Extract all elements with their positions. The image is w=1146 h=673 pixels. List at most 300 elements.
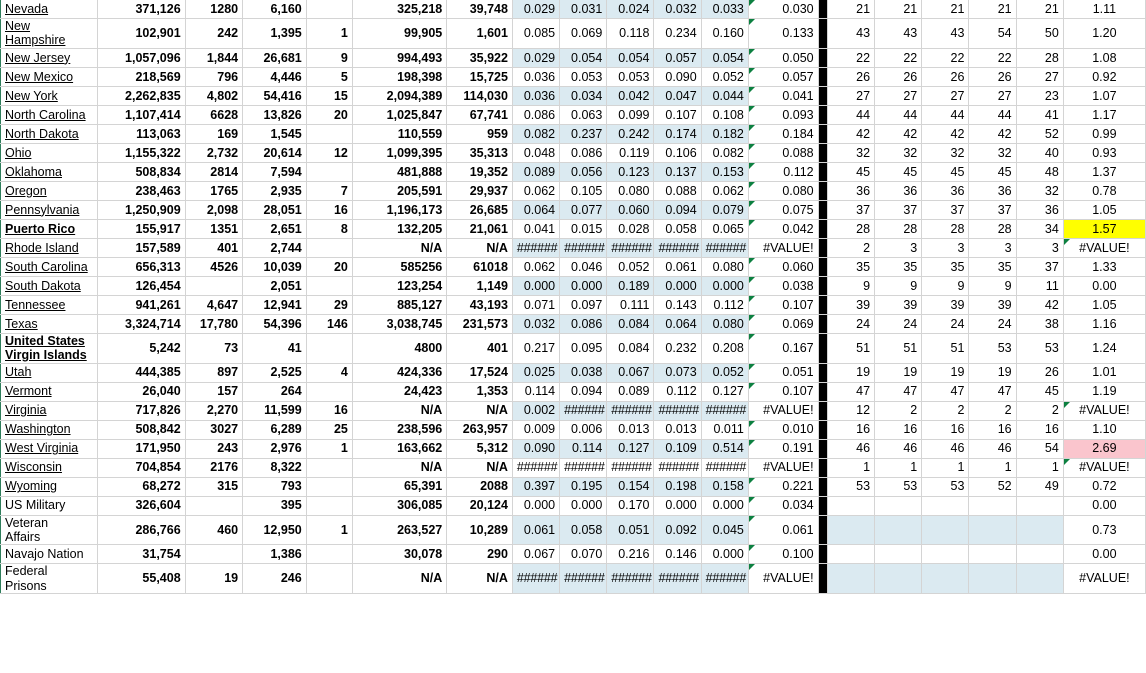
cell-count-3[interactable]: 54,416	[243, 86, 307, 105]
cell-rank-1[interactable]: 16	[827, 420, 874, 439]
cell-count-5[interactable]: 885,127	[352, 295, 446, 314]
table-row[interactable]	[1, 564, 1146, 594]
cell-count-6[interactable]: 1,601	[447, 19, 513, 49]
cell-rank-5[interactable]: 42	[1016, 295, 1063, 314]
cell-count-4[interactable]	[306, 564, 352, 594]
cell-rate-4[interactable]: 0.090	[654, 67, 701, 86]
cell-rank-3[interactable]	[922, 515, 969, 545]
cell-count-6[interactable]: 114,030	[447, 86, 513, 105]
cell-rate-1[interactable]: 0.000	[512, 276, 559, 295]
cell-rate-2[interactable]: 0.046	[560, 257, 607, 276]
cell-count-5[interactable]: 110,559	[352, 124, 446, 143]
cell-rank-4[interactable]: 28	[969, 219, 1016, 238]
cell-average-rate[interactable]: #VALUE!	[748, 401, 818, 420]
cell-rank-3[interactable]: 37	[922, 200, 969, 219]
cell-count-2[interactable]: 4526	[185, 257, 242, 276]
cell-rate-5[interactable]: 0.080	[701, 257, 748, 276]
cell-rank-1[interactable]: 43	[827, 19, 874, 49]
cell-rate-1[interactable]: 0.062	[512, 257, 559, 276]
cell-rank-5[interactable]: 40	[1016, 143, 1063, 162]
cell-rank-4[interactable]: 45	[969, 162, 1016, 181]
cell-rate-5[interactable]: ######	[701, 238, 748, 257]
cell-rank-2[interactable]: 47	[875, 382, 922, 401]
cell-count-5[interactable]: 585256	[352, 257, 446, 276]
cell-count-6[interactable]: 35,313	[447, 143, 513, 162]
cell-count-1[interactable]: 704,854	[98, 458, 185, 477]
cell-rank-1[interactable]: 24	[827, 314, 874, 333]
cell-rate-5[interactable]: 0.182	[701, 124, 748, 143]
cell-rate-3[interactable]: 0.242	[607, 124, 654, 143]
cell-average-rate[interactable]: #VALUE!	[748, 238, 818, 257]
cell-rank-2[interactable]	[875, 496, 922, 515]
cell-rank-4[interactable]: 3	[969, 238, 1016, 257]
cell-count-5[interactable]: 123,254	[352, 276, 446, 295]
cell-count-1[interactable]: 656,313	[98, 257, 185, 276]
cell-rank-1[interactable]: 32	[827, 143, 874, 162]
cell-count-1[interactable]: 717,826	[98, 401, 185, 420]
cell-average-rate[interactable]: 0.191	[748, 439, 818, 458]
cell-rate-1[interactable]: ######	[512, 458, 559, 477]
cell-rate-5[interactable]: 0.033	[701, 0, 748, 19]
cell-rank-2[interactable]: 2	[875, 401, 922, 420]
row-label-us-military[interactable]	[1, 496, 98, 515]
cell-rate-1[interactable]: 0.090	[512, 439, 559, 458]
cell-ratio[interactable]: 2.69	[1063, 439, 1145, 458]
cell-count-4[interactable]	[306, 162, 352, 181]
row-label-nevada[interactable]	[1, 0, 98, 19]
table-row[interactable]	[1, 19, 1146, 49]
cell-rate-5[interactable]: 0.044	[701, 86, 748, 105]
table-row[interactable]	[1, 105, 1146, 124]
cell-rank-5[interactable]	[1016, 545, 1063, 564]
table-row[interactable]	[1, 257, 1146, 276]
cell-count-6[interactable]: 1,353	[447, 382, 513, 401]
cell-rank-3[interactable]: 45	[922, 162, 969, 181]
table-row[interactable]	[1, 276, 1146, 295]
cell-count-2[interactable]: 315	[185, 477, 242, 496]
cell-count-5[interactable]: 994,493	[352, 48, 446, 67]
cell-rank-5[interactable]: 49	[1016, 477, 1063, 496]
cell-rate-5[interactable]: 0.108	[701, 105, 748, 124]
cell-rate-4[interactable]: ######	[654, 458, 701, 477]
cell-rank-4[interactable]: 16	[969, 420, 1016, 439]
cell-rank-1[interactable]: 37	[827, 200, 874, 219]
cell-rate-2[interactable]: 0.237	[560, 124, 607, 143]
cell-rank-3[interactable]: 35	[922, 257, 969, 276]
cell-rank-2[interactable]: 35	[875, 257, 922, 276]
cell-rank-1[interactable]: 47	[827, 382, 874, 401]
cell-rate-3[interactable]: ######	[607, 401, 654, 420]
cell-rate-1[interactable]: 0.000	[512, 496, 559, 515]
cell-rank-3[interactable]: 19	[922, 363, 969, 382]
cell-count-2[interactable]: 17,780	[185, 314, 242, 333]
cell-rate-5[interactable]: 0.065	[701, 219, 748, 238]
cell-ratio[interactable]: 1.37	[1063, 162, 1145, 181]
table-row[interactable]	[1, 48, 1146, 67]
cell-average-rate[interactable]: 0.133	[748, 19, 818, 49]
cell-rate-5[interactable]: 0.062	[701, 181, 748, 200]
table-row[interactable]	[1, 67, 1146, 86]
cell-average-rate[interactable]: 0.060	[748, 257, 818, 276]
cell-rate-2[interactable]: 0.094	[560, 382, 607, 401]
table-row[interactable]	[1, 458, 1146, 477]
cell-count-4[interactable]	[306, 382, 352, 401]
cell-count-4[interactable]	[306, 496, 352, 515]
row-label-new-hampshire[interactable]	[1, 19, 98, 49]
cell-count-4[interactable]: 1	[306, 515, 352, 545]
cell-rate-4[interactable]: 0.112	[654, 382, 701, 401]
cell-count-4[interactable]	[306, 124, 352, 143]
cell-count-6[interactable]: 263,957	[447, 420, 513, 439]
cell-rate-3[interactable]: 0.051	[607, 515, 654, 545]
cell-rate-4[interactable]: 0.057	[654, 48, 701, 67]
cell-rank-4[interactable]: 52	[969, 477, 1016, 496]
row-label-new-york[interactable]	[1, 86, 98, 105]
cell-rank-3[interactable]: 53	[922, 477, 969, 496]
cell-rank-4[interactable]: 24	[969, 314, 1016, 333]
cell-rate-3[interactable]: 0.024	[607, 0, 654, 19]
cell-count-6[interactable]: 231,573	[447, 314, 513, 333]
cell-rank-2[interactable]: 16	[875, 420, 922, 439]
cell-count-5[interactable]: 2,094,389	[352, 86, 446, 105]
cell-rate-5[interactable]: 0.158	[701, 477, 748, 496]
cell-rate-4[interactable]: 0.232	[654, 333, 701, 363]
cell-rate-2[interactable]: 0.086	[560, 314, 607, 333]
cell-count-5[interactable]: N/A	[352, 401, 446, 420]
cell-count-4[interactable]	[306, 545, 352, 564]
cell-rank-1[interactable]: 46	[827, 439, 874, 458]
cell-rank-3[interactable]: 27	[922, 86, 969, 105]
cell-average-rate[interactable]: 0.184	[748, 124, 818, 143]
cell-count-1[interactable]: 31,754	[98, 545, 185, 564]
cell-rate-5[interactable]: 0.000	[701, 276, 748, 295]
cell-count-5[interactable]: 30,078	[352, 545, 446, 564]
cell-ratio[interactable]: 1.11	[1063, 0, 1145, 19]
cell-count-3[interactable]: 28,051	[243, 200, 307, 219]
cell-rate-4[interactable]: 0.137	[654, 162, 701, 181]
cell-rate-3[interactable]: 0.118	[607, 19, 654, 49]
cell-rate-5[interactable]: 0.052	[701, 363, 748, 382]
cell-rate-5[interactable]: ######	[701, 458, 748, 477]
cell-rate-1[interactable]: ######	[512, 564, 559, 594]
cell-rank-3[interactable]: 47	[922, 382, 969, 401]
row-label-vermont[interactable]	[1, 382, 98, 401]
cell-count-1[interactable]: 371,126	[98, 0, 185, 19]
cell-ratio[interactable]: 0.73	[1063, 515, 1145, 545]
cell-rank-4[interactable]: 21	[969, 0, 1016, 19]
cell-count-4[interactable]	[306, 238, 352, 257]
cell-rate-4[interactable]: 0.106	[654, 143, 701, 162]
cell-rate-4[interactable]: 0.000	[654, 496, 701, 515]
row-label-new-jersey[interactable]	[1, 48, 98, 67]
cell-rate-2[interactable]: 0.069	[560, 19, 607, 49]
cell-rate-4[interactable]: 0.109	[654, 439, 701, 458]
cell-rank-2[interactable]: 53	[875, 477, 922, 496]
cell-count-6[interactable]: 17,524	[447, 363, 513, 382]
cell-rate-1[interactable]: 0.036	[512, 86, 559, 105]
cell-count-3[interactable]: 7,594	[243, 162, 307, 181]
cell-ratio[interactable]: 0.00	[1063, 276, 1145, 295]
cell-count-1[interactable]: 55,408	[98, 564, 185, 594]
cell-average-rate[interactable]: #VALUE!	[748, 458, 818, 477]
cell-count-2[interactable]: 1280	[185, 0, 242, 19]
cell-rank-5[interactable]: 37	[1016, 257, 1063, 276]
row-label-oregon[interactable]	[1, 181, 98, 200]
cell-rank-5[interactable]: 48	[1016, 162, 1063, 181]
cell-ratio[interactable]: 1.05	[1063, 295, 1145, 314]
cell-count-5[interactable]: 65,391	[352, 477, 446, 496]
cell-rank-2[interactable]: 51	[875, 333, 922, 363]
cell-count-4[interactable]	[306, 458, 352, 477]
cell-rank-4[interactable]: 1	[969, 458, 1016, 477]
cell-ratio[interactable]: 1.17	[1063, 105, 1145, 124]
cell-rate-1[interactable]: 0.082	[512, 124, 559, 143]
row-label-tennessee[interactable]	[1, 295, 98, 314]
cell-count-4[interactable]: 25	[306, 420, 352, 439]
cell-count-6[interactable]: 35,922	[447, 48, 513, 67]
table-row[interactable]	[1, 162, 1146, 181]
cell-rank-2[interactable]	[875, 564, 922, 594]
cell-rate-1[interactable]: 0.397	[512, 477, 559, 496]
cell-rank-2[interactable]: 46	[875, 439, 922, 458]
cell-rate-2[interactable]: ######	[560, 238, 607, 257]
row-label-south-carolina[interactable]	[1, 257, 98, 276]
cell-ratio[interactable]: #VALUE!	[1063, 458, 1145, 477]
cell-rate-2[interactable]: 0.097	[560, 295, 607, 314]
cell-average-rate[interactable]: 0.075	[748, 200, 818, 219]
cell-rate-1[interactable]: 0.048	[512, 143, 559, 162]
cell-average-rate[interactable]: 0.061	[748, 515, 818, 545]
cell-count-3[interactable]: 41	[243, 333, 307, 363]
cell-count-2[interactable]: 6628	[185, 105, 242, 124]
cell-rank-5[interactable]: 45	[1016, 382, 1063, 401]
cell-rank-1[interactable]: 39	[827, 295, 874, 314]
cell-rank-2[interactable]	[875, 515, 922, 545]
cell-rate-4[interactable]: 0.088	[654, 181, 701, 200]
cell-rate-3[interactable]: ######	[607, 564, 654, 594]
cell-count-1[interactable]: 444,385	[98, 363, 185, 382]
cell-count-5[interactable]: 99,905	[352, 19, 446, 49]
cell-rank-1[interactable]: 44	[827, 105, 874, 124]
cell-rank-1[interactable]: 35	[827, 257, 874, 276]
cell-rate-1[interactable]: 0.062	[512, 181, 559, 200]
cell-rank-3[interactable]: 44	[922, 105, 969, 124]
cell-rank-4[interactable]: 46	[969, 439, 1016, 458]
cell-rate-5[interactable]: 0.052	[701, 67, 748, 86]
cell-count-5[interactable]: 132,205	[352, 219, 446, 238]
cell-rank-5[interactable]: 32	[1016, 181, 1063, 200]
row-label-federal-prisons[interactable]	[1, 564, 98, 594]
cell-rank-1[interactable]: 26	[827, 67, 874, 86]
cell-count-6[interactable]: 401	[447, 333, 513, 363]
cell-count-6[interactable]: 67,741	[447, 105, 513, 124]
row-label-navajo-nation[interactable]	[1, 545, 98, 564]
cell-count-4[interactable]: 12	[306, 143, 352, 162]
cell-count-6[interactable]: N/A	[447, 238, 513, 257]
cell-rate-2[interactable]: 0.058	[560, 515, 607, 545]
cell-rank-5[interactable]: 38	[1016, 314, 1063, 333]
cell-rank-3[interactable]: 51	[922, 333, 969, 363]
row-label-oklahoma[interactable]	[1, 162, 98, 181]
cell-count-6[interactable]: 290	[447, 545, 513, 564]
cell-count-3[interactable]: 1,386	[243, 545, 307, 564]
cell-rank-4[interactable]: 27	[969, 86, 1016, 105]
cell-rank-3[interactable]: 22	[922, 48, 969, 67]
cell-rate-5[interactable]: 0.011	[701, 420, 748, 439]
table-row[interactable]	[1, 219, 1146, 238]
cell-rate-2[interactable]: ######	[560, 401, 607, 420]
cell-count-5[interactable]: 1,025,847	[352, 105, 446, 124]
cell-count-6[interactable]: 15,725	[447, 67, 513, 86]
cell-count-6[interactable]: 39,748	[447, 0, 513, 19]
cell-rate-3[interactable]: 0.042	[607, 86, 654, 105]
cell-rate-4[interactable]: 0.234	[654, 19, 701, 49]
cell-rank-5[interactable]: 2	[1016, 401, 1063, 420]
cell-rank-2[interactable]: 1	[875, 458, 922, 477]
cell-count-2[interactable]: 242	[185, 19, 242, 49]
cell-rank-2[interactable]: 45	[875, 162, 922, 181]
cell-ratio[interactable]: 1.24	[1063, 333, 1145, 363]
cell-rank-3[interactable]: 9	[922, 276, 969, 295]
cell-rank-5[interactable]: 54	[1016, 439, 1063, 458]
cell-rank-3[interactable]: 39	[922, 295, 969, 314]
cell-rate-1[interactable]: 0.089	[512, 162, 559, 181]
cell-count-2[interactable]: 897	[185, 363, 242, 382]
cell-rank-1[interactable]: 21	[827, 0, 874, 19]
cell-count-3[interactable]: 2,976	[243, 439, 307, 458]
row-label-puerto-rico[interactable]	[1, 219, 98, 238]
cell-rate-4[interactable]: 0.058	[654, 219, 701, 238]
cell-rate-3[interactable]: 0.099	[607, 105, 654, 124]
cell-rate-4[interactable]: 0.092	[654, 515, 701, 545]
cell-count-3[interactable]: 26,681	[243, 48, 307, 67]
cell-rate-2[interactable]: 0.105	[560, 181, 607, 200]
cell-rank-5[interactable]: 16	[1016, 420, 1063, 439]
cell-rate-2[interactable]: 0.000	[560, 276, 607, 295]
cell-rate-1[interactable]: 0.114	[512, 382, 559, 401]
cell-average-rate[interactable]: 0.088	[748, 143, 818, 162]
cell-rank-1[interactable]: 42	[827, 124, 874, 143]
cell-rate-4[interactable]: 0.000	[654, 276, 701, 295]
cell-count-3[interactable]: 11,599	[243, 401, 307, 420]
cell-count-4[interactable]: 146	[306, 314, 352, 333]
cell-rank-4[interactable]: 53	[969, 333, 1016, 363]
cell-rate-3[interactable]: 0.080	[607, 181, 654, 200]
table-row[interactable]	[1, 124, 1146, 143]
cell-rank-4[interactable]: 19	[969, 363, 1016, 382]
cell-rank-3[interactable]: 3	[922, 238, 969, 257]
cell-rate-5[interactable]: 0.000	[701, 496, 748, 515]
cell-average-rate[interactable]: 0.030	[748, 0, 818, 19]
cell-rate-4[interactable]: ######	[654, 238, 701, 257]
cell-rank-4[interactable]: 44	[969, 105, 1016, 124]
cell-rate-3[interactable]: 0.013	[607, 420, 654, 439]
cell-rate-2[interactable]: 0.077	[560, 200, 607, 219]
cell-rate-3[interactable]: 0.089	[607, 382, 654, 401]
cell-ratio[interactable]: #VALUE!	[1063, 238, 1145, 257]
cell-rank-4[interactable]	[969, 545, 1016, 564]
cell-rank-2[interactable]: 9	[875, 276, 922, 295]
cell-rate-1[interactable]: 0.067	[512, 545, 559, 564]
cell-count-3[interactable]: 10,039	[243, 257, 307, 276]
row-label-rhode-island[interactable]	[1, 238, 98, 257]
cell-rate-4[interactable]: 0.198	[654, 477, 701, 496]
cell-count-2[interactable]: 73	[185, 333, 242, 363]
cell-count-1[interactable]: 508,842	[98, 420, 185, 439]
cell-rate-3[interactable]: 0.189	[607, 276, 654, 295]
cell-rate-1[interactable]: 0.041	[512, 219, 559, 238]
cell-rate-3[interactable]: 0.216	[607, 545, 654, 564]
row-label-virginia[interactable]	[1, 401, 98, 420]
row-label-south-dakota[interactable]	[1, 276, 98, 295]
cell-rate-5[interactable]: 0.127	[701, 382, 748, 401]
cell-rate-1[interactable]: 0.029	[512, 0, 559, 19]
cell-ratio[interactable]: 0.00	[1063, 496, 1145, 515]
cell-ratio[interactable]: 1.05	[1063, 200, 1145, 219]
cell-rank-5[interactable]	[1016, 564, 1063, 594]
cell-count-3[interactable]: 6,289	[243, 420, 307, 439]
cell-rate-2[interactable]: 0.070	[560, 545, 607, 564]
cell-ratio[interactable]: 1.10	[1063, 420, 1145, 439]
table-row[interactable]	[1, 143, 1146, 162]
cell-rate-5[interactable]: 0.153	[701, 162, 748, 181]
cell-average-rate[interactable]: 0.041	[748, 86, 818, 105]
cell-count-2[interactable]: 796	[185, 67, 242, 86]
cell-count-6[interactable]: 1,149	[447, 276, 513, 295]
table-row[interactable]	[1, 515, 1146, 545]
cell-average-rate[interactable]: 0.221	[748, 477, 818, 496]
cell-average-rate[interactable]: 0.093	[748, 105, 818, 124]
table-row[interactable]	[1, 333, 1146, 363]
cell-rank-5[interactable]: 34	[1016, 219, 1063, 238]
cell-count-4[interactable]: 16	[306, 200, 352, 219]
cell-rank-1[interactable]: 2	[827, 238, 874, 257]
cell-count-5[interactable]: 198,398	[352, 67, 446, 86]
cell-rate-2[interactable]: 0.031	[560, 0, 607, 19]
cell-count-1[interactable]: 1,107,414	[98, 105, 185, 124]
cell-count-2[interactable]: 401	[185, 238, 242, 257]
cell-rank-4[interactable]: 39	[969, 295, 1016, 314]
cell-rank-5[interactable]: 23	[1016, 86, 1063, 105]
cell-count-2[interactable]: 2,270	[185, 401, 242, 420]
row-label-pennsylvania[interactable]	[1, 200, 98, 219]
cell-rate-5[interactable]: 0.079	[701, 200, 748, 219]
cell-rank-1[interactable]: 22	[827, 48, 874, 67]
cell-rate-1[interactable]: 0.064	[512, 200, 559, 219]
cell-count-2[interactable]: 19	[185, 564, 242, 594]
cell-rank-3[interactable]: 43	[922, 19, 969, 49]
cell-rank-2[interactable]: 39	[875, 295, 922, 314]
cell-rate-4[interactable]: 0.061	[654, 257, 701, 276]
cell-rank-3[interactable]: 32	[922, 143, 969, 162]
cell-rate-4[interactable]: 0.146	[654, 545, 701, 564]
cell-count-2[interactable]: 1765	[185, 181, 242, 200]
cell-count-6[interactable]: 2088	[447, 477, 513, 496]
cell-rank-1[interactable]	[827, 564, 874, 594]
cell-ratio[interactable]: 1.20	[1063, 19, 1145, 49]
cell-rate-3[interactable]: 0.084	[607, 314, 654, 333]
cell-rate-2[interactable]: 0.053	[560, 67, 607, 86]
cell-count-4[interactable]: 4	[306, 363, 352, 382]
cell-count-2[interactable]: 2,732	[185, 143, 242, 162]
cell-rate-2[interactable]: 0.056	[560, 162, 607, 181]
cell-count-2[interactable]: 1351	[185, 219, 242, 238]
cell-ratio[interactable]: #VALUE!	[1063, 401, 1145, 420]
row-label-washington[interactable]	[1, 420, 98, 439]
cell-rate-2[interactable]: ######	[560, 564, 607, 594]
cell-rate-1[interactable]: ######	[512, 238, 559, 257]
cell-count-6[interactable]: 959	[447, 124, 513, 143]
